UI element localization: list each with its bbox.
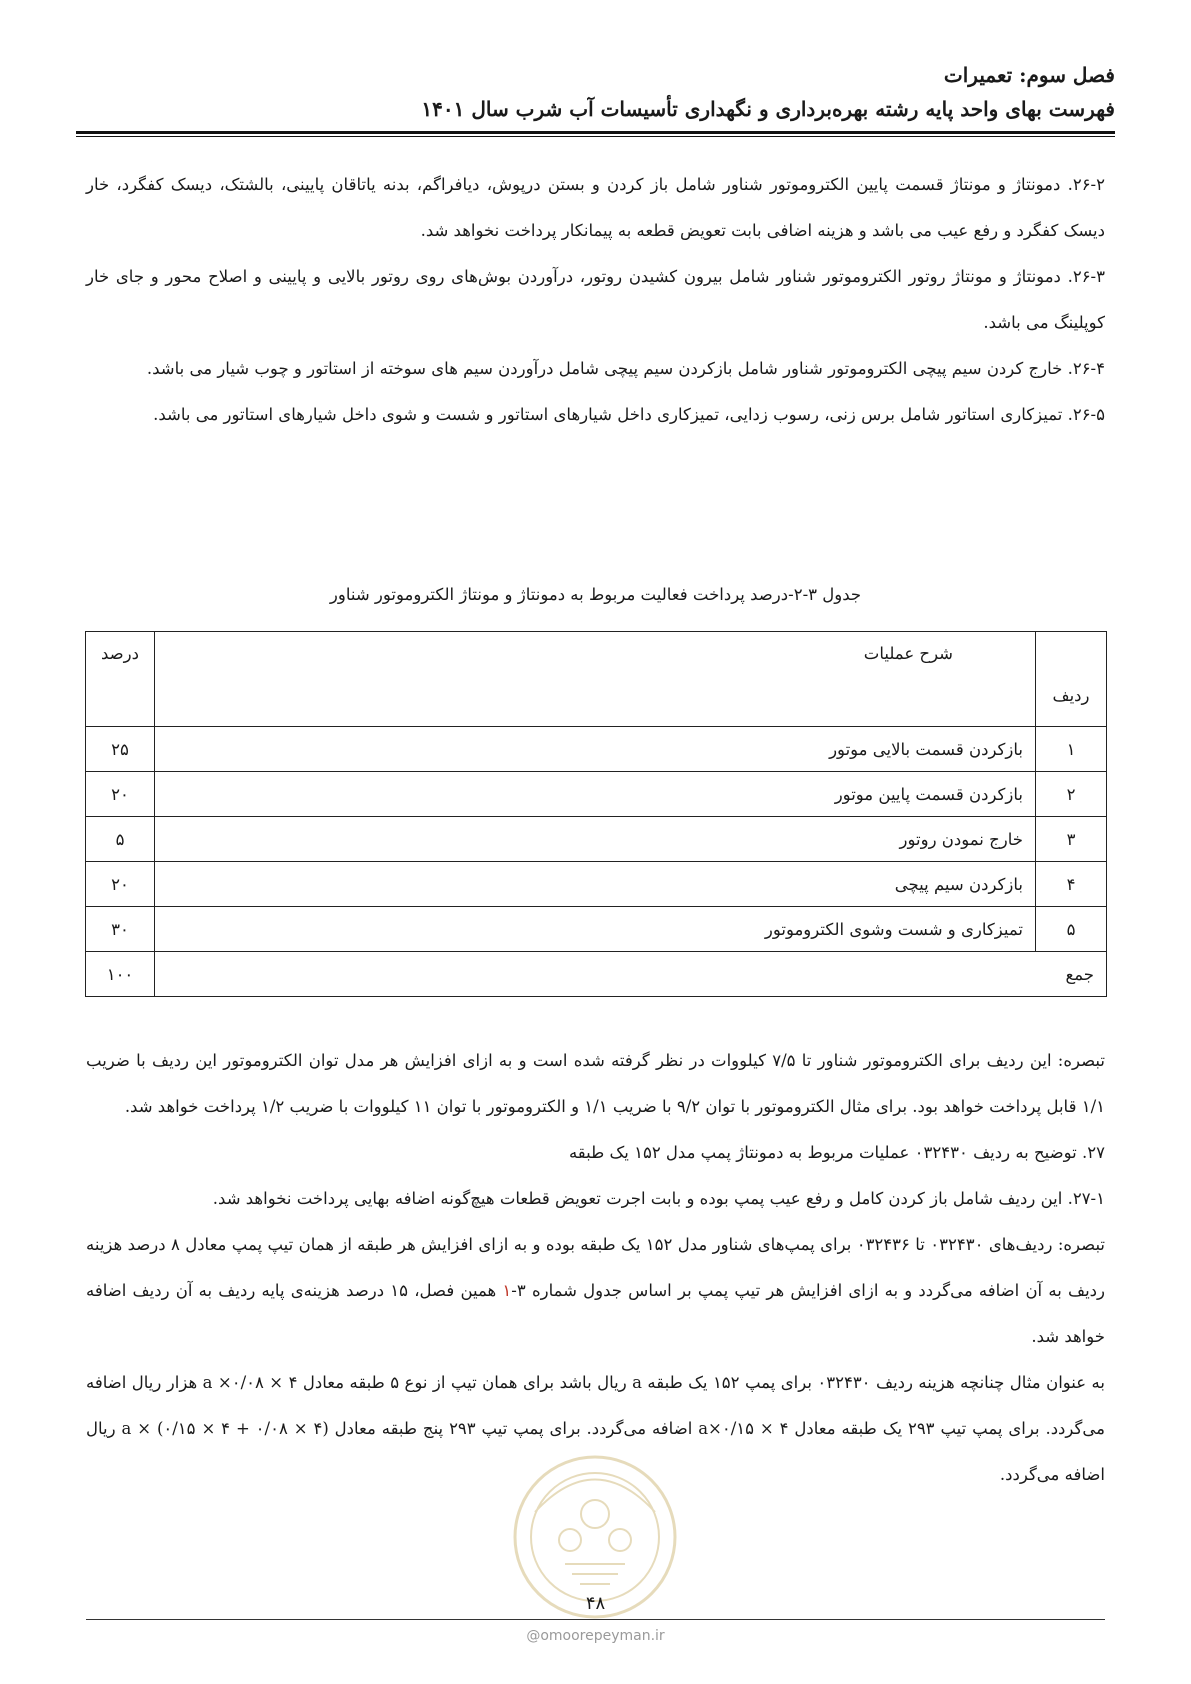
- cell-desc: بازکردن قسمت پایین موتور: [155, 772, 1036, 817]
- page-number: ۴۸: [585, 1593, 606, 1614]
- header-cell-row: ردیف: [1036, 632, 1107, 727]
- paragraph-26-3: ۲۶-۳. دمونتاژ و مونتاژ روتور الکتروموتور شناور شامل بیرون کشیدن روتور، درآوردن بوش‌های روی روتور بالایی و پایینی و اصلاح محور و جای خار کوپلینگ می باشد.: [86, 267, 1105, 332]
- document-title: فهرست بهای واحد پایه رشته بهره‌برداری و نگهداری تأسیسات آب شرب سال ۱۴۰۱: [421, 97, 1115, 121]
- cell-pct: ۵: [86, 817, 155, 862]
- cell-pct: ۳۰: [86, 907, 155, 952]
- table-total-row: [86, 952, 1107, 997]
- cell-row: ۱: [1036, 727, 1107, 772]
- note-pump-stages-a: تبصره: ردیف‌های ۰۳۲۴۳۰ تا ۰۳۲۴۳۶ برای پمپ‌های شناور مدل ۱۵۲ یک طبقه بوده و به ازای افزایش هر طبقه از همان تیپ پمپ معادل ۸ درصد هزینه ردیف به آن اضافه می‌گردد و به ازای افزایش هر تیپ پمپ بر اساس جدول شماره ۳-: [86, 1235, 1106, 1300]
- top-paragraphs: [86, 162, 1105, 438]
- header-rule-thin: [76, 136, 1115, 137]
- paragraph-27-1: ۲۷-۱. این ردیف شامل باز کردن کامل و رفع عیب پمپ بوده و بابت اجرت تعویض قطعات هیچ‌گونه اضافه بهایی پرداخت نخواهد شد.: [212, 1189, 1105, 1208]
- total-label: جمع: [155, 952, 1107, 997]
- paragraph-27: ۲۷. توضیح به ردیف ۰۳۲۴۳۰ عملیات مربوط به دمونتاژ پمپ مدل ۱۵۲ یک طبقه: [568, 1143, 1105, 1162]
- table-header-row: [86, 632, 1107, 727]
- cell-pct: ۲۰: [86, 862, 155, 907]
- page-header: [76, 58, 1115, 126]
- table-caption: جدول ۳-۲-درصد پرداخت فعالیت مربوط به دمونتاژ و مونتاژ الکتروموتور شناور: [329, 585, 862, 604]
- paragraph-26-5: ۲۶-۵. تمیزکاری استاتور شامل برس زنی، رسوب زدایی، تمیزکاری داخل شیارهای استاتور و شست و شوی داخل شیارهای استاتور می باشد.: [153, 405, 1105, 424]
- header-rule-thick: [76, 131, 1115, 134]
- table-row: [86, 907, 1107, 952]
- operations-table: [85, 631, 1107, 997]
- example-paragraph: به عنوان مثال چنانچه هزینه ردیف ۰۳۲۴۳۰ برای پمپ ۱۵۲ یک طبقه a ریال باشد برای همان تیپ از نوع ۵ طبقه معادل ۴ × ۰/۰۸× a هزار ریال اضافه می‌گردد. برای پمپ تیپ ۲۹۳ یک طبقه معادل ۴ × ۰/۱۵×a اضافه می‌گردد. برای پمپ تیپ ۲۹۳ پنج طبقه معادل (۴ × ۰/۰۸ + ۴ × ۰/۱۵) × a ریال اضافه می‌گردد.: [86, 1373, 1105, 1484]
- header-cell-pct: درصد: [86, 632, 155, 727]
- header-cell-desc: شرح عملیات: [155, 632, 1036, 727]
- note-pump-stages: [86, 1222, 1105, 1360]
- note-pump-stages-b: همین فصل، ۱۵ درصد هزینه‌ی پایه ردیف به آن ردیف اضافه خواهد شد.: [86, 1281, 1105, 1346]
- paragraph-26-2: ۲۶-۲. دمونتاژ و مونتاژ قسمت پایین الکتروموتور شناور شامل باز کردن و بستن درپوش، دیافراگم، بدنه یاتاقان پایینی، بالشتک، دیسک کفگرد، خار دیسک کفگرد و رفع عیب می باشد و هزینه اضافی بابت تعویض قطعه به پیمانکار پرداخت نخواهد شد.: [86, 175, 1105, 240]
- cell-desc: خارج نمودن روتور: [155, 817, 1036, 862]
- cell-row: ۲: [1036, 772, 1107, 817]
- cell-row: ۵: [1036, 907, 1107, 952]
- site-watermark: @omoorepeyman.ir: [526, 1628, 665, 1644]
- table-row: [86, 727, 1107, 772]
- paragraph-26-4: ۲۶-۴. خارج کردن سیم پیچی الکتروموتور شناور شامل بازکردن سیم پیچی شامل درآوردن سیم های سوخته از استاتور و چوب شیار می باشد.: [146, 359, 1105, 378]
- chapter-title: فصل سوم: تعمیرات: [943, 63, 1115, 87]
- table-ref-number: ۱: [502, 1281, 512, 1300]
- cell-row: ۳: [1036, 817, 1107, 862]
- footer-rule: [86, 1619, 1105, 1620]
- note-motor-power: تبصره: این ردیف برای الکتروموتور شناور تا ۷/۵ کیلووات در نظر گرفته شده است و به ازای افزایش هر مدل توان الکتروموتور این ردیف با ضریب ۱/۱ قابل پرداخت خواهد بود. برای مثال الکتروموتور با توان ۹/۲ با ضریب ۱/۱ و الکتروموتور با توان ۱۱ کیلووات با ضریب ۱/۲ پرداخت خواهد شد.: [86, 1051, 1105, 1116]
- cell-row: ۴: [1036, 862, 1107, 907]
- cell-desc: بازکردن قسمت بالایی موتور: [155, 727, 1036, 772]
- table-row: [86, 862, 1107, 907]
- cell-desc: بازکردن سیم پیچی: [155, 862, 1036, 907]
- cell-desc: تمیزکاری و شست وشوی الکتروموتور: [155, 907, 1036, 952]
- cell-pct: ۲۵: [86, 727, 155, 772]
- table-row: [86, 817, 1107, 862]
- cell-pct: ۲۰: [86, 772, 155, 817]
- total-pct: ۱۰۰: [86, 952, 155, 997]
- bottom-paragraphs: [86, 1038, 1105, 1498]
- table-row: [86, 772, 1107, 817]
